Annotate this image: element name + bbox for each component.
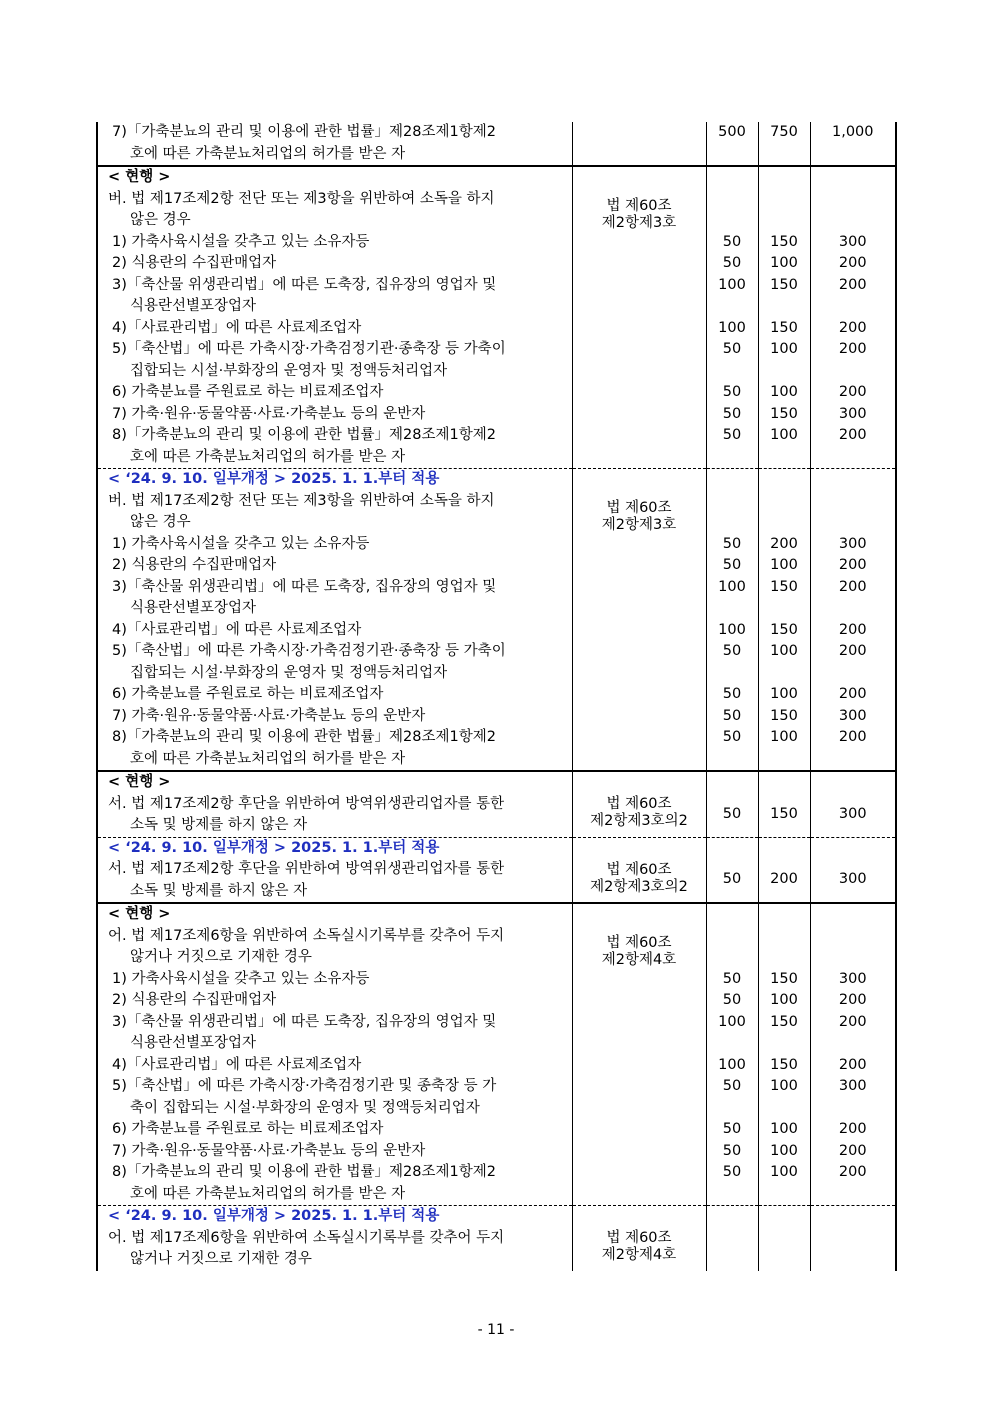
section-title: 어. 법 제17조제6항을 위반하여 소독실시기록부를 갖추어 두지 xyxy=(108,1229,505,1246)
value-third-cell: 300 xyxy=(810,771,896,837)
law-cell xyxy=(572,903,706,1206)
section-eo-revised xyxy=(97,1206,572,1271)
value-second-cell: 750 xyxy=(758,122,810,166)
revised-tag: < ‘24. 9. 10. 일부개정 > 2025. 1. 1.부터 적용 xyxy=(108,1208,440,1224)
value-second-cell: 200 100 150 150 100 100 150 100 xyxy=(758,469,810,772)
item-line: 1) 가축사육시설을 갖추고 있는 소유자등 xyxy=(112,970,370,987)
law-cell xyxy=(572,771,706,837)
value-first-cell: 500 xyxy=(706,122,758,166)
item-line: 1) 가축사육시설을 갖추고 있는 소유자등 xyxy=(112,233,370,250)
item-line: 4)「사료관리법」에 따른 사료제조업자 xyxy=(112,319,362,336)
item-line: 3)「축산물 위생관리법」에 따른 도축장, 집유장의 영업자 및 xyxy=(112,276,497,293)
section-title: 않거나 거짓으로 기재한 경우 xyxy=(130,949,312,965)
value-second-cell: 150 100 150 150 100 100 150 100 xyxy=(758,166,810,469)
item-line: 3)「축산물 위생관리법」에 따른 도축장, 집유장의 영업자 및 xyxy=(112,1013,497,1030)
law-reference: 제2항제4호 xyxy=(601,1247,677,1263)
item-line: 4)「사료관리법」에 따른 사료제조업자 xyxy=(112,621,362,638)
item-line: 7) 가축·원유·동물약품·사료·가축분뇨 등의 운반자 xyxy=(112,405,426,422)
revised-tag: < ‘24. 9. 10. 일부개정 > 2025. 1. 1.부터 적용 xyxy=(108,471,440,487)
item-line: 1) 가축사육시설을 갖추고 있는 소유자등 xyxy=(112,535,370,552)
value-first-cell: 50 xyxy=(706,837,758,903)
value-third-cell: 300 200 200 200 200 200 300 200 xyxy=(810,166,896,469)
value-third-cell: 1,000 xyxy=(810,122,896,166)
section-title: 서. 법 제17조제2항 후단을 위반하여 방역위생관리업자를 통한 xyxy=(108,795,505,812)
value-first-cell xyxy=(706,1206,758,1271)
value-third-cell xyxy=(810,1206,896,1271)
law-cell xyxy=(572,122,706,166)
item-line: 8)「가축분뇨의 관리 및 이용에 관한 법률」제28조제1항제2 xyxy=(112,729,496,745)
law-cell xyxy=(572,469,706,772)
value-second-cell: 200 xyxy=(758,837,810,903)
value-first-cell: 50 50 100 100 50 50 50 50 xyxy=(706,903,758,1206)
item-line: 6) 가축분뇨를 주원료로 하는 비료제조업자 xyxy=(112,1121,384,1137)
law-reference: 법 제60조 xyxy=(606,198,672,214)
section-seo-revised xyxy=(97,837,572,903)
item-line: 집합되는 시설·부화장의 운영자 및 정액등처리업자 xyxy=(130,664,448,681)
revised-tag: < ‘24. 9. 10. 일부개정 > 2025. 1. 1.부터 적용 xyxy=(108,839,440,856)
item-line: 축이 집합되는 시설·부화장의 운영자 및 정액등처리업자 xyxy=(130,1099,480,1116)
section-title: 소독 및 방제를 하지 않은 자 xyxy=(130,817,308,833)
item-line: 8)「가축분뇨의 관리 및 이용에 관한 법률」제28조제1항제2 xyxy=(112,427,496,443)
section-bu-current xyxy=(97,166,572,469)
value-first-cell: 50 50 100 100 50 50 50 50 xyxy=(706,469,758,772)
law-cell xyxy=(572,166,706,469)
value-first-cell: 50 50 100 100 50 50 50 50 xyxy=(706,166,758,469)
item-line: 5)「축산법」에 따른 가축시장·가축검정기관·종축장 등 가축이 xyxy=(112,643,506,659)
law-reference: 법 제60조 xyxy=(606,500,672,516)
item-line: 2) 식용란의 수집판매업자 xyxy=(112,992,277,1008)
item-line: 식용란선별포장업자 xyxy=(130,600,257,616)
law-reference: 제2항제4호 xyxy=(601,952,677,968)
law-reference: 제2항제3호 xyxy=(601,215,677,231)
current-tag: < 현행 > xyxy=(108,169,171,185)
law-reference: 법 제60조 xyxy=(606,935,672,951)
description-cell xyxy=(97,122,572,166)
value-third-cell: 300 200 200 200 300 200 200 200 xyxy=(810,903,896,1206)
section-title: 소독 및 방제를 하지 않은 자 xyxy=(130,882,308,899)
section-title: 않거나 거짓으로 기재한 경우 xyxy=(130,1251,312,1267)
law-reference: 법 제60조 xyxy=(606,861,672,878)
section-seo-current xyxy=(97,771,572,837)
item-line: 호에 따른 가축분뇨처리업의 허가를 받은 자 xyxy=(130,750,406,767)
item-line: 6) 가축분뇨를 주원료로 하는 비료제조업자 xyxy=(112,686,384,702)
item-line: 7) 가축·원유·동물약품·사료·가축분뇨 등의 운반자 xyxy=(112,707,426,724)
current-tag: < 현행 > xyxy=(108,906,171,922)
value-third-cell: 300 xyxy=(810,837,896,903)
item-line: 5)「축산법」에 따른 가축시장·가축검정기관 및 종축장 등 가 xyxy=(112,1078,497,1094)
item-line: 호에 따른 가축분뇨처리업의 허가를 받은 자 xyxy=(130,1185,406,1202)
value-second-cell: 150 100 150 150 100 100 100 100 xyxy=(758,903,810,1206)
section-title: 버. 법 제17조제2항 전단 또는 제3항을 위반하여 소독을 하지 xyxy=(108,492,495,509)
section-title: 않은 경우 xyxy=(130,212,191,228)
item-line: 7) 가축·원유·동물약품·사료·가축분뇨 등의 운반자 xyxy=(112,1142,426,1159)
item-line: 식용란선별포장업자 xyxy=(130,298,257,314)
item-line: 5)「축산법」에 따른 가축시장·가축검정기관·종축장 등 가축이 xyxy=(112,341,506,357)
law-reference: 법 제60조 xyxy=(606,796,672,812)
item-line: 7)「가축분뇨의 관리 및 이용에 관한 법률」제28조제1항제2 xyxy=(112,124,496,140)
section-title: 않은 경우 xyxy=(130,514,191,530)
penalty-table xyxy=(96,122,897,1271)
item-line: 2) 식용란의 수집판매업자 xyxy=(112,557,277,573)
value-third-cell: 300 200 200 200 200 200 300 200 xyxy=(810,469,896,772)
section-eo-current xyxy=(97,903,572,1206)
section-bu-revised xyxy=(97,469,572,772)
current-tag: < 현행 > xyxy=(108,774,171,790)
item-line: 8)「가축분뇨의 관리 및 이용에 관한 법률」제28조제1항제2 xyxy=(112,1164,496,1180)
section-title: 버. 법 제17조제2항 전단 또는 제3항을 위반하여 소독을 하지 xyxy=(108,190,495,207)
law-reference: 제2항제3호의2 xyxy=(590,878,688,895)
item-line: 집합되는 시설·부화장의 운영자 및 정액등처리업자 xyxy=(130,362,448,379)
page-number: - 11 - xyxy=(477,1322,515,1338)
law-cell xyxy=(572,837,706,903)
item-line: 식용란선별포장업자 xyxy=(130,1035,257,1051)
value-first-cell: 50 xyxy=(706,771,758,837)
item-line: 호에 따른 가축분뇨처리업의 허가를 받은 자 xyxy=(130,145,406,162)
value-second-cell: 150 xyxy=(758,771,810,837)
law-reference: 제2항제3호의2 xyxy=(590,813,688,829)
item-line: 4)「사료관리법」에 따른 사료제조업자 xyxy=(112,1056,362,1073)
value-second-cell xyxy=(758,1206,810,1271)
law-reference: 법 제60조 xyxy=(606,1230,672,1246)
section-title: 서. 법 제17조제2항 후단을 위반하여 방역위생관리업자를 통한 xyxy=(108,861,505,877)
item-line: 2) 식용란의 수집판매업자 xyxy=(112,255,277,271)
law-cell xyxy=(572,1206,706,1271)
section-title: 어. 법 제17조제6항을 위반하여 소독실시기록부를 갖추어 두지 xyxy=(108,927,505,944)
item-line: 3)「축산물 위생관리법」에 따른 도축장, 집유장의 영업자 및 xyxy=(112,578,497,595)
item-line: 6) 가축분뇨를 주원료로 하는 비료제조업자 xyxy=(112,384,384,400)
law-reference: 제2항제3호 xyxy=(601,517,677,533)
item-line: 호에 따른 가축분뇨처리업의 허가를 받은 자 xyxy=(130,448,406,465)
